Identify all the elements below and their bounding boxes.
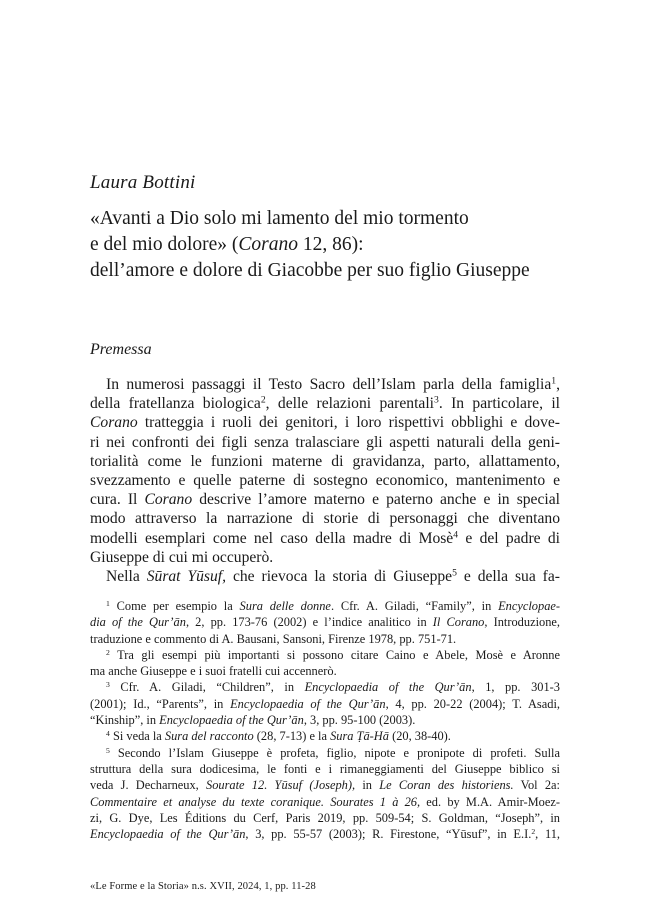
footnote-line: veda J. Decharneux, Sourate 12. Yūsuf (Joseph), in Le Coran des historiens. Vol 2a:	[90, 778, 560, 793]
footnote-line: $^2$ Tra gli esempi più importanti si possono citare Caino e Abele, Mosè e Aronne	[106, 647, 560, 662]
footnote-line: “Kinship”, in Encyclopaedia of the Qur’ān, 3, pp. 95-100 (2003).	[90, 713, 416, 728]
footnote-number: 4	[106, 729, 110, 739]
footnote-line: zi, G. Dye, Les Éditions du Cerf, Paris 2019, pp. 509-54; S. Goldman, “Joseph”, in	[90, 810, 560, 825]
body-line: svezzamento e quelle paterne di sostegno economico, mantenimento e	[90, 472, 560, 490]
footnote-line: Encyclopaedia of the Qur’ān, 3, pp. 55-57 (2003); R. Firestone, “Yūsuf”, in E.I.$^2$, 11,	[90, 826, 560, 842]
footnote-line: $^5$ Secondo l’Islam Giuseppe è profeta, figlio, nipote e pronipote di profeti. Sulla	[106, 745, 560, 760]
footnotes	[90, 598, 560, 842]
footnote-line: $^4$ Si veda la Sura del racconto (28, 7-13) e la Sura Ṭā-Hā (20, 38-40).	[106, 729, 451, 744]
title-emphasis: Corano	[238, 234, 298, 255]
body-line: cura. Il Corano descrive l’amore materno e paterno anche e in special	[90, 491, 560, 509]
article-title	[90, 206, 570, 284]
footnote-ref[interactable]: 4	[453, 529, 459, 541]
body-line: Nella Sūrat Yūsuf, che rievoca la storia di Giuseppe$^5$ e della sua fa-	[106, 567, 560, 586]
body-line: In numerosi passaggi il Testo Sacro dell’Islam parla della famiglia$^1$,	[106, 375, 560, 393]
section-heading: Premessa	[90, 341, 152, 358]
footnote-line: traduzione e commento di A. Bausani, Sansoni, Firenze 1978, pp. 751-71.	[90, 631, 457, 646]
footnote-line: $^1$ Come per esempio la Sura delle donne. Cfr. A. Giladi, “Family”, in Encyclopae-	[106, 598, 561, 613]
body-line: torialità come le funzioni materne di gravidanza, parto, allattamento,	[90, 452, 560, 470]
body-line: della fratellanza biologica$^2$, delle relazioni parentali$^3$. In particolare, il	[90, 394, 561, 413]
footnote-line: ma anche Giuseppe e i suoi fratelli cui accennerò.	[90, 664, 337, 679]
footnote-ref[interactable]: 5	[452, 567, 457, 579]
footnote-line: (2001); Id., “Parents”, in Encyclopaedia of the Qur’ān, 4, pp. 20-22 (2004); T. Asadi,	[90, 696, 560, 711]
author-name: Laura Bottini	[90, 172, 196, 193]
footnote-line: struttura della sura dodicesima, le fonti e i rimaneggiamenti del Giuseppe biblico si	[90, 761, 560, 776]
footnote-number: 1	[106, 598, 110, 608]
body-paragraphs	[90, 375, 560, 586]
footnote-number: 5	[106, 745, 110, 755]
footnote-ref[interactable]: 3	[434, 394, 439, 406]
footnote-line: dia of the Qur’ān, 2, pp. 173-76 (2002) e l’indice analitico in Il Corano, Introduzione,	[90, 615, 560, 630]
body-line: Giuseppe di cui mi occuperò.	[90, 548, 274, 566]
body-line: modelli esemplari come nel caso della madre di Mosè$^4$ e del padre di	[90, 529, 560, 547]
journal-footer: «Le Forme e la Storia» n.s. XVII, 2024, 1, pp. 11-28	[90, 881, 316, 892]
title-text: e del mio dolore» (	[90, 234, 239, 255]
title-line	[90, 232, 570, 258]
footnote-line: $^3$ Cfr. A. Giladi, “Children”, in Encyclopaedia of the Qur’ān, 1, pp. 301-3	[106, 680, 560, 695]
footnote-ref[interactable]: 2	[260, 394, 266, 406]
footnote-number: 3	[106, 680, 110, 690]
body-line: Corano tratteggia i ruoli dei genitori, i loro rispettivi obblighi e dove-	[90, 414, 560, 432]
body-line: modo attraverso la narrazione di storie di personaggi che diventano	[90, 510, 560, 528]
title-text: 12, 86):	[297, 234, 364, 255]
footnote-number: 2	[106, 647, 110, 657]
title-line: dell’amore e dolore di Giacobbe per suo figlio Giuseppe	[90, 260, 530, 281]
footnote-ref[interactable]: 1	[551, 375, 557, 387]
footnote-line: Commentaire et analyse du texte coranique. Sourates 1 à 26, ed. by M.A. Amir-Moez-	[90, 794, 560, 809]
title-line: «Avanti a Dio solo mi lamento del mio tormento	[90, 208, 469, 229]
body-line: ri nei confronti dei figli senza tralasciare gli aspetti naturali della geni-	[90, 433, 560, 451]
